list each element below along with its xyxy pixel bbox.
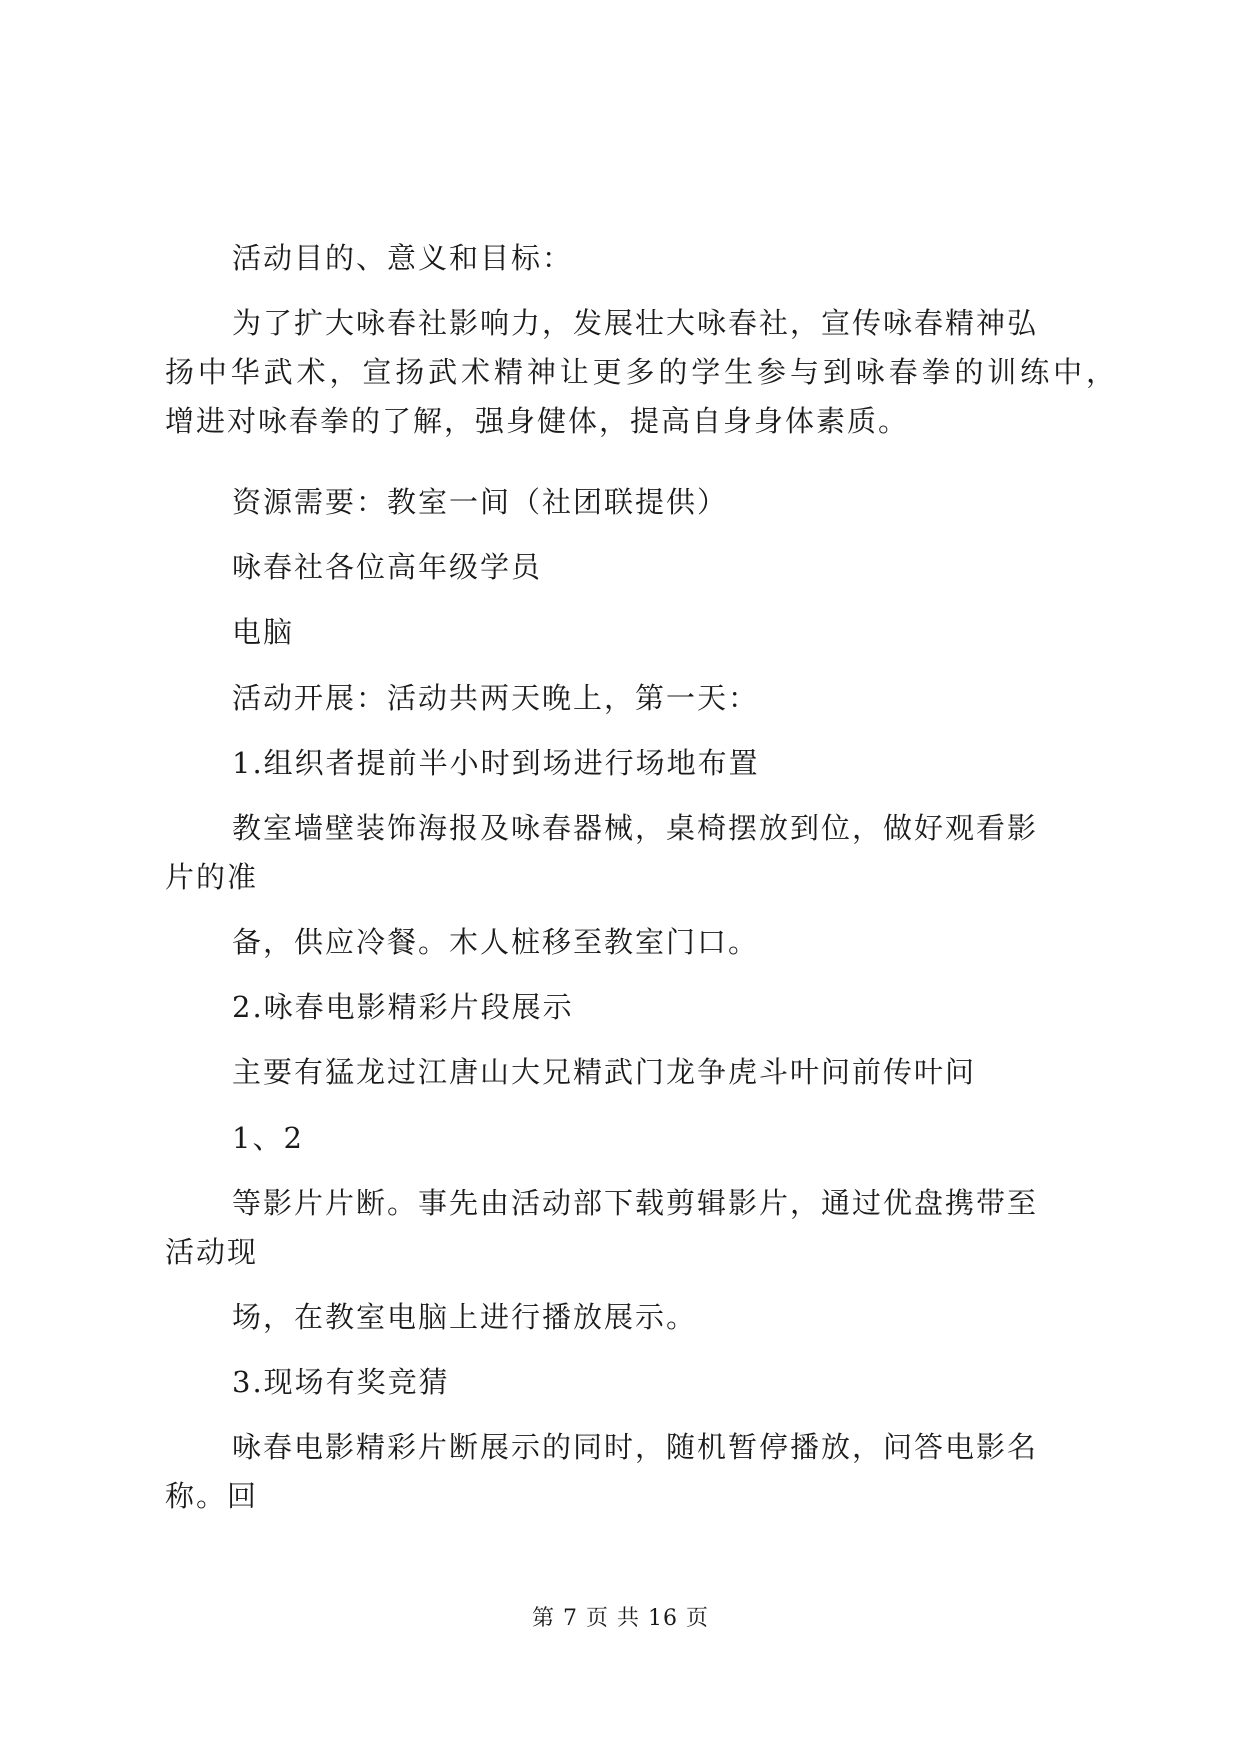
paragraph-line: 增进对咏春拳的了解，强身健体，提高自身身体素质。 xyxy=(165,404,910,438)
paragraph-line: 咏春社各位高年级学员 xyxy=(232,550,543,584)
section-heading-purpose: 活动目的、意义和目标： xyxy=(232,241,574,275)
paragraph-line: 电脑 xyxy=(232,615,295,649)
section-heading-activities: 活动开展：活动共两天晚上，第一天： xyxy=(232,681,760,715)
paragraph-line: 为了扩大咏春社影响力，发展壮大咏春社，宣传咏春精神弘 xyxy=(232,306,1039,340)
paragraph-line: 主要有猛龙过江唐山大兄精武门龙争虎斗叶问前传叶问 xyxy=(232,1055,977,1089)
list-item-2: 2.咏春电影精彩片段展示 xyxy=(232,990,574,1024)
paragraph-line: 教室墙壁装饰海报及咏春器械，桌椅摆放到位，做好观看影 xyxy=(232,811,1039,845)
paragraph-line: 活动现 xyxy=(165,1235,259,1269)
paragraph-line: 1、2 xyxy=(232,1121,304,1155)
list-item-1: 1.组织者提前半小时到场进行场地布置 xyxy=(232,746,760,780)
paragraph-line: 片的准 xyxy=(165,860,259,894)
paragraph-line: 扬中华武术，宣扬武术精神让更多的学生参与到咏春拳的训练中， xyxy=(165,355,1117,389)
paragraph-line: 等影片片断。事先由活动部下载剪辑影片，通过优盘携带至 xyxy=(232,1186,1039,1220)
section-heading-resources: 资源需要：教室一间（社团联提供） xyxy=(232,485,729,519)
paragraph-line: 称。回 xyxy=(165,1479,259,1513)
paragraph-line: 场，在教室电脑上进行播放展示。 xyxy=(232,1300,698,1334)
paragraph-line: 咏春电影精彩片断展示的同时，随机暂停播放，问答电影名 xyxy=(232,1430,1039,1464)
list-item-3: 3.现场有奖竞猜 xyxy=(232,1365,450,1399)
page-number-footer: 第 7 页 共 16 页 xyxy=(532,1606,709,1631)
paragraph-line: 备，供应冷餐。木人桩移至教室门口。 xyxy=(232,925,760,959)
